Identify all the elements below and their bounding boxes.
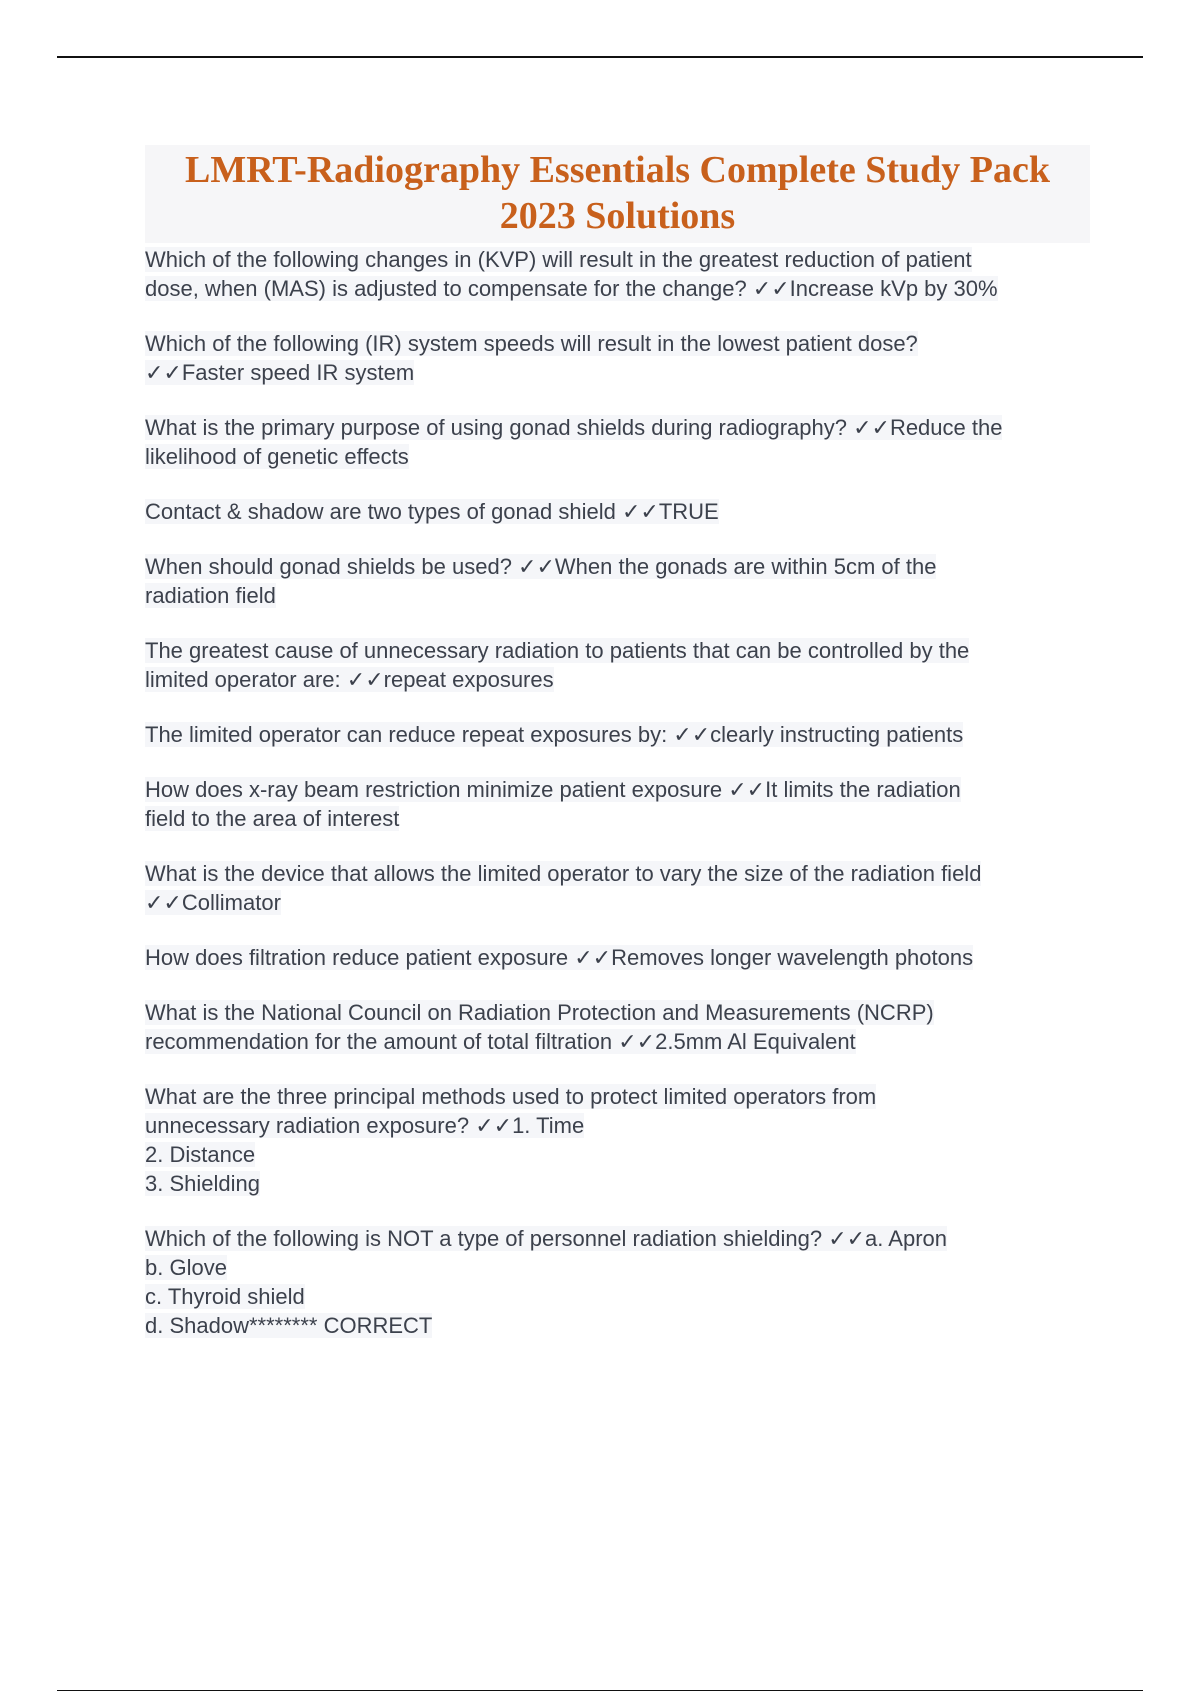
qa-text: How does x-ray beam restriction minimize patient exposure ✓✓It limits the radiation: [145, 777, 961, 802]
qa-line: [145, 998, 1090, 1027]
qa-line: [145, 665, 1090, 694]
qa-text: 3. Shielding: [145, 1171, 260, 1196]
title-block: [145, 145, 1090, 243]
qa-line: [145, 581, 1090, 610]
qa-text: unnecessary radiation exposure? ✓✓1. Time: [145, 1113, 585, 1138]
qa-text: Which of the following is NOT a type of personnel radiation shielding? ✓✓a. Apron: [145, 1226, 948, 1251]
qa-line: [145, 1111, 1090, 1140]
qa-item: [145, 1082, 1090, 1198]
qa-item: [145, 943, 1090, 972]
qa-item: [145, 636, 1090, 694]
qa-line: [145, 552, 1090, 581]
qa-text: What is the device that allows the limited operator to vary the size of the radiation field: [145, 861, 982, 886]
qa-text: d. Shadow******** CORRECT: [145, 1313, 433, 1338]
qa-text: How does filtration reduce patient exposure ✓✓Removes longer wavelength photons: [145, 945, 974, 970]
qa-line: [145, 636, 1090, 665]
qa-text: dose, when (MAS) is adjusted to compensate for the change? ✓✓Increase kVp by 30%: [145, 276, 998, 301]
qa-item: [145, 859, 1090, 917]
qa-line: [145, 1253, 1090, 1282]
qa-line: [145, 1082, 1090, 1111]
qa-line: [145, 1311, 1090, 1340]
qa-line: [145, 1140, 1090, 1169]
qa-line: [145, 1282, 1090, 1311]
qa-text: 2. Distance: [145, 1142, 256, 1167]
qa-line: [145, 442, 1090, 471]
title-line-1: LMRT-Radiography Essentials Complete Study Pack: [184, 149, 1051, 191]
qa-line: [145, 274, 1090, 303]
qa-text: Contact & shadow are two types of gonad shield ✓✓TRUE: [145, 499, 719, 524]
qa-line: [145, 775, 1090, 804]
qa-line: [145, 888, 1090, 917]
qa-line: [145, 1224, 1090, 1253]
qa-line: [145, 497, 1090, 526]
qa-line: [145, 413, 1090, 442]
qa-line: [145, 329, 1090, 358]
qa-text: field to the area of interest: [145, 806, 400, 831]
document-body: [145, 145, 1090, 1366]
qa-item: [145, 1224, 1090, 1340]
qa-item: [145, 413, 1090, 471]
qa-text: likelihood of genetic effects: [145, 444, 409, 469]
qa-line: [145, 859, 1090, 888]
document-title: [145, 147, 1090, 239]
qa-item: [145, 775, 1090, 833]
qa-line: [145, 1169, 1090, 1198]
qa-line: [145, 804, 1090, 833]
qa-text: recommendation for the amount of total filtration ✓✓2.5mm Al Equivalent: [145, 1029, 856, 1054]
qa-text: The limited operator can reduce repeat exposures by: ✓✓clearly instructing patients: [145, 722, 964, 747]
qa-line: [145, 943, 1090, 972]
qa-item: [145, 998, 1090, 1056]
qa-text: ✓✓Faster speed IR system: [145, 360, 415, 385]
qa-line: [145, 245, 1090, 274]
qa-line: [145, 358, 1090, 387]
qa-list: [145, 245, 1090, 1340]
qa-text: b. Glove: [145, 1255, 227, 1280]
qa-line: [145, 720, 1090, 749]
qa-item: [145, 720, 1090, 749]
qa-text: c. Thyroid shield: [145, 1284, 305, 1309]
top-rule: [57, 56, 1143, 58]
qa-text: When should gonad shields be used? ✓✓When the gonads are within 5cm of the: [145, 554, 937, 579]
qa-text: The greatest cause of unnecessary radiation to patients that can be controlled by the: [145, 638, 970, 663]
qa-text: radiation field: [145, 583, 276, 608]
qa-item: [145, 552, 1090, 610]
qa-item: [145, 245, 1090, 303]
bottom-rule: [57, 1690, 1143, 1691]
qa-text: Which of the following (IR) system speeds will result in the lowest patient dose?: [145, 331, 918, 356]
qa-item: [145, 329, 1090, 387]
qa-text: limited operator are: ✓✓repeat exposures: [145, 667, 554, 692]
qa-text: Which of the following changes in (KVP) will result in the greatest reduction of patient: [145, 247, 972, 272]
title-line-2: 2023 Solutions: [499, 195, 736, 237]
qa-line: [145, 1027, 1090, 1056]
qa-text: What is the primary purpose of using gonad shields during radiography? ✓✓Reduce the: [145, 415, 1003, 440]
qa-item: [145, 497, 1090, 526]
qa-text: What is the National Council on Radiation Protection and Measurements (NCRP): [145, 1000, 934, 1025]
qa-text: ✓✓Collimator: [145, 890, 281, 915]
qa-text: What are the three principal methods used to protect limited operators from: [145, 1084, 877, 1109]
